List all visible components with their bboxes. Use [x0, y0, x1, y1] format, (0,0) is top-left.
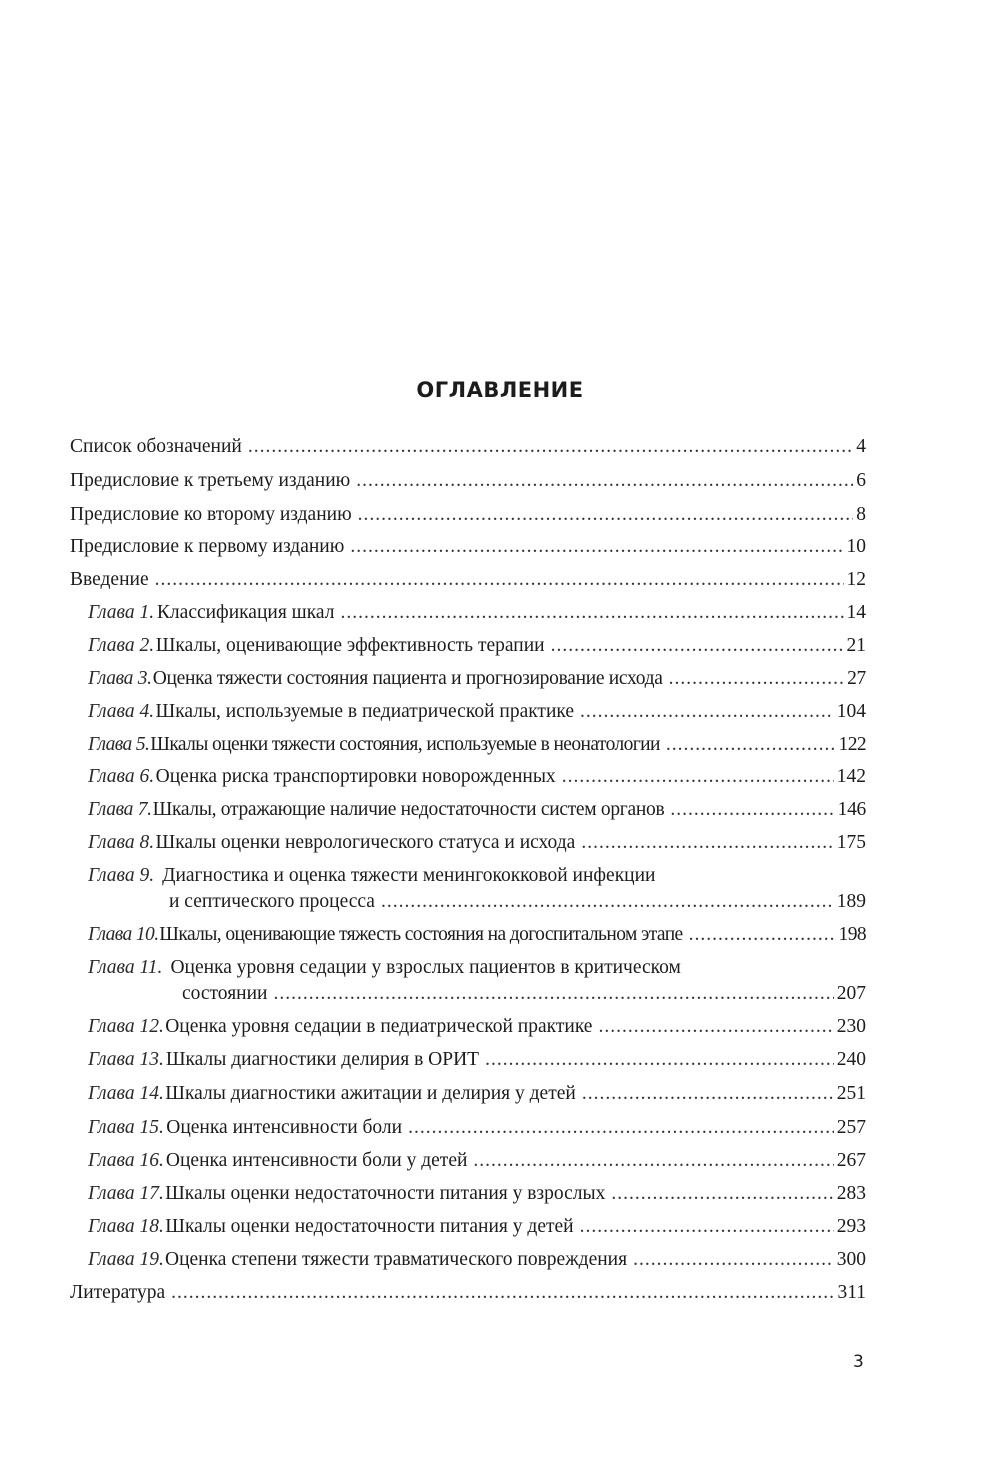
- chapter-title: Оценка тяжести состояния пациента и прогнозирование исхода: [152, 668, 663, 689]
- toc-entry-title: Список обозначений: [70, 436, 242, 457]
- toc-entry-page: 6: [856, 470, 866, 491]
- toc-entry-title: Предисловие ко второму изданию: [70, 504, 352, 525]
- toc-entry-abbreviations[interactable]: [70, 432, 866, 462]
- chapter-title: Шкалы, оценивающие эффективность терапии: [155, 635, 545, 656]
- toc-entry-page: 8: [856, 504, 866, 525]
- chapter-title: Шкалы оценки недостаточности питания у детей: [165, 1216, 574, 1237]
- chapter-page: 240: [836, 1049, 866, 1070]
- toc-entry-introduction[interactable]: [70, 565, 866, 595]
- leader-dots: [155, 565, 844, 595]
- toc-chapter-19[interactable]: [88, 1245, 866, 1275]
- leader-dots: [473, 1146, 833, 1176]
- toc-chapter-1[interactable]: [88, 598, 866, 628]
- leader-dots: [562, 762, 834, 792]
- toc-entry-page: 4: [856, 436, 866, 457]
- chapter-title: Шкалы диагностики делирия в ОРИТ: [165, 1049, 480, 1070]
- chapter-prefix: Глава 19.: [88, 1249, 164, 1270]
- toc-chapter-8[interactable]: [88, 828, 866, 858]
- toc-entry-title: Предисловие к первому изданию: [70, 536, 345, 557]
- toc-chapter-18[interactable]: [88, 1212, 866, 1242]
- chapter-page: 27: [847, 668, 866, 689]
- chapter-prefix: Глава 17.: [88, 1183, 164, 1204]
- chapter-title-line2: состоянии: [182, 983, 268, 1004]
- leader-dots: [350, 532, 843, 562]
- toc-chapter-17[interactable]: [88, 1179, 866, 1209]
- chapter-prefix: Глава 14.: [88, 1083, 164, 1104]
- chapter-prefix: Глава 18.: [88, 1216, 164, 1237]
- toc-chapter-9[interactable]: [88, 861, 866, 921]
- leader-dots: [358, 500, 854, 530]
- chapter-title: Шкалы оценки неврологического статуса и исхода: [155, 832, 576, 853]
- leader-dots: [273, 979, 833, 1009]
- leader-dots: [581, 828, 833, 858]
- chapter-title: Шкалы, отражающие наличие недостаточности систем органов: [152, 799, 665, 820]
- leader-dots: [670, 795, 834, 825]
- toc-chapter-2[interactable]: [88, 631, 866, 661]
- toc-chapter-10[interactable]: [88, 920, 866, 950]
- leader-dots: [633, 1245, 834, 1275]
- chapter-title-line2: и септического процесса: [169, 891, 375, 912]
- chapter-prefix: Глава 5.: [88, 734, 150, 755]
- toc-entry-preface-second[interactable]: [70, 500, 866, 530]
- chapter-page: 230: [836, 1016, 866, 1037]
- toc-chapter-11[interactable]: [88, 953, 866, 1013]
- chapter-page: 189: [836, 891, 866, 912]
- leader-dots: [248, 432, 853, 462]
- chapter-page: 142: [836, 766, 866, 787]
- toc-entry-page: 12: [846, 569, 866, 590]
- chapter-page: 21: [846, 635, 866, 656]
- chapter-prefix: Глава 11.: [88, 957, 163, 978]
- chapter-page: 257: [836, 1117, 866, 1138]
- toc-chapter-5[interactable]: [88, 730, 866, 760]
- toc-entry-page: 311: [837, 1282, 866, 1303]
- leader-dots: [582, 1079, 834, 1109]
- chapter-title: Оценка интенсивности боли у детей: [165, 1150, 468, 1171]
- toc-chapter-6[interactable]: [88, 762, 866, 792]
- toc-chapter-14[interactable]: [88, 1079, 866, 1109]
- chapter-title: Оценка степени тяжести травматического повреждения: [165, 1249, 628, 1270]
- leader-dots: [669, 664, 844, 694]
- leader-dots: [666, 730, 836, 760]
- chapter-page: 104: [836, 701, 866, 722]
- chapter-title: Оценка интенсивности боли: [166, 1117, 403, 1138]
- leader-dots: [689, 920, 836, 950]
- leader-dots: [580, 1212, 834, 1242]
- chapter-title: Оценка уровня седации в педиатрической практике: [165, 1016, 593, 1037]
- chapter-prefix: Глава 4.: [88, 701, 155, 722]
- chapter-prefix: Глава 15.: [88, 1117, 164, 1138]
- chapter-prefix: Глава 1.: [88, 602, 155, 623]
- toc-chapter-3[interactable]: [88, 664, 866, 694]
- chapter-page: 14: [846, 602, 866, 623]
- chapter-title: Шкалы оценки тяжести состояния, используемые в неонатологии: [150, 734, 660, 755]
- chapter-title: Шкалы диагностики ажитации и делирия у детей: [165, 1083, 576, 1104]
- toc-entry-preface-third[interactable]: [70, 466, 866, 496]
- toc-entry-title: Литература: [70, 1282, 166, 1303]
- toc-chapter-16[interactable]: [88, 1146, 866, 1176]
- chapter-prefix: Глава 8.: [88, 832, 155, 853]
- chapter-title-line1: Диагностика и оценка тяжести менингококковой инфекции: [162, 865, 656, 886]
- chapter-title: Шкалы оценки недостаточности питания у взрослых: [165, 1183, 606, 1204]
- chapter-page: 146: [837, 799, 866, 820]
- chapter-page: 283: [836, 1183, 866, 1204]
- toc-chapter-13[interactable]: [88, 1045, 866, 1075]
- toc-chapter-4[interactable]: [88, 697, 866, 727]
- chapter-page: 122: [838, 734, 866, 755]
- toc-chapter-12[interactable]: [88, 1012, 866, 1042]
- chapter-prefix: Глава 6.: [88, 766, 155, 787]
- chapter-title-line1: Оценка уровня седации у взрослых пациентов в критическом: [170, 957, 681, 978]
- chapter-title: Шкалы, используемые в педиатрической практике: [155, 701, 575, 722]
- chapter-page: 198: [838, 924, 866, 945]
- toc-entry-literature[interactable]: [70, 1278, 866, 1308]
- chapter-page: 251: [836, 1083, 866, 1104]
- leader-dots: [408, 1113, 834, 1143]
- chapter-page: 267: [836, 1150, 866, 1171]
- toc-entry-preface-first[interactable]: [70, 532, 866, 562]
- page-number: 3: [853, 1352, 864, 1372]
- leader-dots: [611, 1179, 833, 1209]
- chapter-page: 175: [836, 832, 866, 853]
- toc-entry-title: Введение: [70, 569, 149, 590]
- chapter-page: 207: [836, 983, 866, 1004]
- chapter-prefix: Глава 2.: [88, 635, 155, 656]
- toc-entry-title: Предисловие к третьему изданию: [70, 470, 351, 491]
- leader-dots: [551, 631, 844, 661]
- leader-dots: [580, 697, 834, 727]
- chapter-prefix: Глава 7.: [88, 799, 152, 820]
- leader-dots: [485, 1045, 834, 1075]
- leader-dots: [381, 887, 834, 917]
- leader-dots: [340, 598, 843, 628]
- chapter-prefix: Глава 3.: [88, 668, 152, 689]
- chapter-prefix: Глава 10.: [88, 924, 159, 945]
- chapter-prefix: Глава 16.: [88, 1150, 164, 1171]
- chapter-prefix: Глава 9.: [88, 865, 155, 886]
- toc-chapter-15[interactable]: [88, 1113, 866, 1143]
- chapter-prefix: Глава 13.: [88, 1049, 164, 1070]
- chapter-prefix: Глава 12.: [88, 1016, 164, 1037]
- chapter-page: 293: [836, 1216, 866, 1237]
- chapter-page: 300: [836, 1249, 866, 1270]
- chapter-title: Шкалы, оценивающие тяжесть состояния на догоспитальном этапе: [159, 924, 683, 945]
- chapter-title: Оценка риска транспортировки новорожденных: [155, 766, 556, 787]
- chapter-title: Классификация шкал: [156, 602, 335, 623]
- toc-entry-page: 10: [846, 536, 866, 557]
- toc-chapter-7[interactable]: [88, 795, 866, 825]
- leader-dots: [356, 466, 853, 496]
- page-title: ОГЛАВЛЕНИЕ: [416, 378, 584, 402]
- leader-dots: [171, 1278, 834, 1308]
- leader-dots: [598, 1012, 833, 1042]
